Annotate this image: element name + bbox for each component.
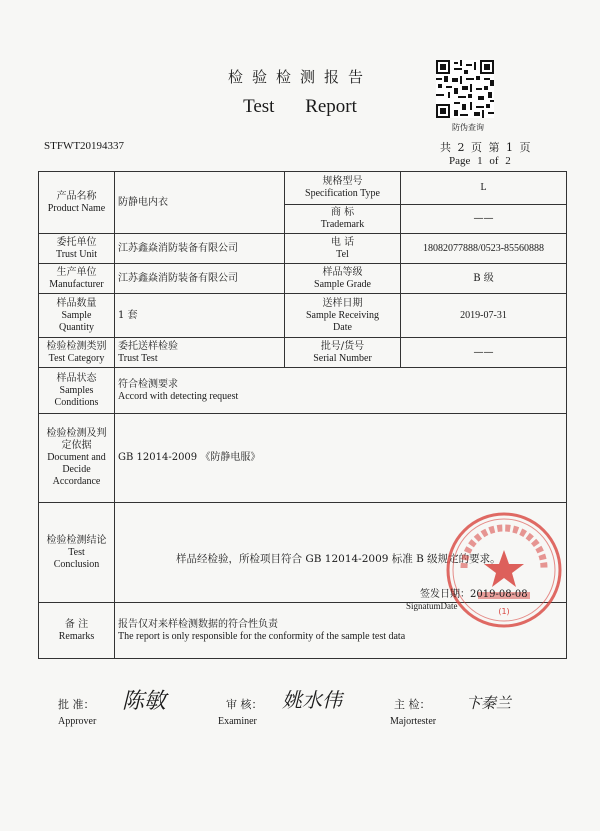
serial-number-label: 批号/货号 Serial Number	[285, 338, 401, 368]
anti-fake-query-label: 防伪查询	[452, 123, 484, 132]
major-tester-label-en: Majortester	[390, 716, 437, 727]
page-count-chinese: 共 2 页 第 1 页	[440, 141, 531, 154]
title-english: Test Report	[243, 96, 357, 117]
product-name-value: 防静电内衣	[115, 172, 285, 234]
trust-unit-value: 江苏鑫焱消防装备有限公司	[115, 234, 285, 264]
approver-label-en: Approver	[58, 716, 97, 727]
page-count-english: Page 1 of 2	[449, 155, 511, 167]
basis-label: 检验检测及判 定依据 Document and Decide Accordance	[39, 414, 115, 503]
grade-value: B 级	[401, 264, 567, 294]
receiving-date-value: 2019-07-31	[401, 294, 567, 338]
examiner-signature: 姚水伟	[282, 688, 342, 712]
table-row	[39, 294, 567, 338]
qr-code-icon	[436, 60, 494, 118]
quantity-value: 1 套	[115, 294, 285, 338]
approver-label: 批 准：	[58, 698, 95, 711]
remarks-label: 备 注 Remarks	[39, 603, 115, 659]
conclusion-text: 样品经检验，所检项目符合 GB 12014-2009 标准 B 级规定的要求。	[176, 553, 501, 565]
report-number: STFWT20194337	[44, 140, 125, 152]
table-row	[39, 234, 567, 264]
table-row	[39, 264, 567, 294]
trademark-value: ——	[401, 205, 567, 234]
table-row	[39, 414, 567, 503]
quantity-label: 样品数量 Sample Quantity	[39, 294, 115, 338]
receiving-date-label: 送样日期 Sample Receiving Date	[285, 294, 401, 338]
spec-value: L	[401, 172, 567, 205]
stamp-number: (1)	[498, 607, 510, 616]
table-row	[39, 368, 567, 414]
tel-label: 电 话 Tel	[285, 234, 401, 264]
test-category-value: 委托送样检验 Trust Test	[115, 338, 285, 368]
sample-conditions-value: 符合检测要求 Accord with detecting request	[115, 368, 567, 414]
manufacturer-label: 生产单位 Manufacturer	[39, 264, 115, 294]
trust-unit-label: 委托单位 Trust Unit	[39, 234, 115, 264]
major-tester-signature: 卞秦兰	[466, 694, 512, 712]
spec-label: 规格型号 Specification Type	[285, 172, 401, 205]
sample-conditions-label: 样品状态 Samples Conditions	[39, 368, 115, 414]
examiner-label-en: Examiner	[218, 716, 257, 727]
title-chinese: 检验检测报告	[227, 68, 372, 86]
examiner-label: 审 核：	[226, 698, 263, 711]
signature-date: 签发日期：2019-08-08	[420, 589, 528, 600]
table-row	[39, 172, 567, 205]
major-tester-label: 主 检：	[394, 698, 431, 711]
basis-value: GB 12014-2009 《防静电服》	[115, 414, 567, 503]
manufacturer-value: 江苏鑫焱消防装备有限公司	[115, 264, 285, 294]
tel-value: 18082077888/0523-85560888	[401, 234, 567, 264]
official-seal-stamp	[444, 510, 564, 630]
test-category-label: 检验检测类别 Test Category	[39, 338, 115, 368]
trademark-label: 商 标 Trademark	[285, 205, 401, 234]
conclusion-label: 检验检测结论 Test Conclusion	[39, 503, 115, 603]
product-name-label: 产品名称 Product Name	[39, 172, 115, 234]
serial-number-value: ——	[401, 338, 567, 368]
approver-signature: 陈敏	[122, 689, 167, 714]
signature-date-label: SignatumDate	[406, 601, 458, 611]
grade-label: 样品等级 Sample Grade	[285, 264, 401, 294]
table-row	[39, 338, 567, 368]
remarks-value: 报告仅对来样检测数据的符合性负责 The report is only responsible for the conformity of the sample test data	[115, 603, 567, 659]
